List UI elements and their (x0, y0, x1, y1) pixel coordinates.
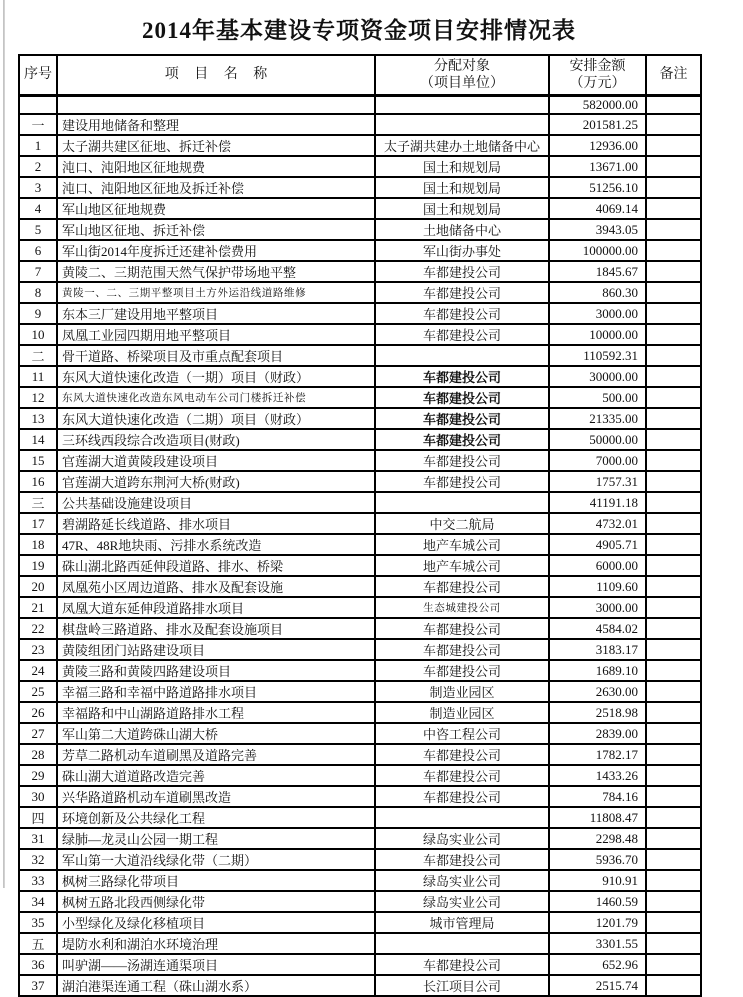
table-row (19, 114, 701, 135)
header-row (19, 55, 701, 96)
remarks-cell (646, 933, 701, 954)
table-row (19, 240, 701, 261)
serial-number-cell: 33 (19, 870, 57, 891)
serial-number-cell: 10 (19, 324, 57, 345)
remarks-cell (646, 387, 701, 408)
serial-number-cell: 26 (19, 702, 57, 723)
serial-number-cell: 17 (19, 513, 57, 534)
table-row (19, 366, 701, 387)
remarks-cell (646, 807, 701, 828)
table-row (19, 954, 701, 975)
header-allocation-line1: 分配对象 (434, 58, 490, 74)
table-row (19, 135, 701, 156)
remarks-cell (646, 114, 701, 135)
table-row (19, 324, 701, 345)
allocation-cell: 车都建投公司 (375, 261, 549, 282)
table-row (19, 786, 701, 807)
project-name-cell: 硃山湖北路西延伸段道路、排水、桥梁 (57, 555, 375, 576)
serial-number-cell: 13 (19, 408, 57, 429)
table-row (19, 765, 701, 786)
header-arranged-amount (549, 55, 646, 96)
table-row (19, 492, 701, 513)
header-allocation-line2: （项目单位） (420, 76, 504, 91)
project-name-cell: 兴华路道路机动车道刷黑改造 (57, 786, 375, 807)
project-name-cell: 东本三厂建设用地平整项目 (57, 303, 375, 324)
allocation-cell (375, 492, 549, 513)
allocation-cell: 生态城建投公司 (375, 597, 549, 618)
amount-cell: 1201.79 (549, 912, 646, 933)
project-name-cell: 东风大道快速化改造（一期）项目（财政） (57, 366, 375, 387)
project-name-cell: 黄陵组团门站路建设项目 (57, 639, 375, 660)
serial-number-cell: 23 (19, 639, 57, 660)
table-row (19, 849, 701, 870)
serial-number-cell: 6 (19, 240, 57, 261)
table-row (19, 513, 701, 534)
allocation-cell: 绿岛实业公司 (375, 828, 549, 849)
serial-number-cell: 22 (19, 618, 57, 639)
project-name-cell: 军山地区征地规费 (57, 198, 375, 219)
amount-cell: 3000.00 (549, 303, 646, 324)
remarks-cell (646, 576, 701, 597)
allocation-cell: 太子湖共建办土地储备中心 (375, 135, 549, 156)
remarks-cell (646, 429, 701, 450)
amount-cell: 910.91 (549, 870, 646, 891)
table-row (19, 807, 701, 828)
remarks-cell (646, 765, 701, 786)
remarks-cell (646, 828, 701, 849)
allocation-cell: 地产车城公司 (375, 555, 549, 576)
project-name-cell: 三环线西段综合改造项目(财政) (57, 429, 375, 450)
project-name-cell: 沌口、沌阳地区征地规费 (57, 156, 375, 177)
project-name-cell: 堤防水利和湖泊水环境治理 (57, 933, 375, 954)
allocation-cell: 中咨工程公司 (375, 723, 549, 744)
table-row (19, 177, 701, 198)
table-row (19, 555, 701, 576)
allocation-cell (375, 96, 549, 115)
serial-number-cell: 36 (19, 954, 57, 975)
remarks-cell (646, 870, 701, 891)
remarks-cell (646, 639, 701, 660)
allocation-cell: 绿岛实业公司 (375, 891, 549, 912)
amount-cell: 41191.18 (549, 492, 646, 513)
table-row (19, 387, 701, 408)
serial-number-cell: 24 (19, 660, 57, 681)
serial-number-cell: 29 (19, 765, 57, 786)
table-row (19, 534, 701, 555)
amount-cell: 4584.02 (549, 618, 646, 639)
project-name-cell: 军山第一大道沿线绿化带（二期） (57, 849, 375, 870)
remarks-cell (646, 156, 701, 177)
allocation-cell: 车都建投公司 (375, 576, 549, 597)
amount-cell: 1109.60 (549, 576, 646, 597)
table-header (19, 55, 701, 96)
project-name-cell: 凤凰大道东延伸段道路排水项目 (57, 597, 375, 618)
project-name-cell: 官莲湖大道黄陵段建设项目 (57, 450, 375, 471)
remarks-cell (646, 471, 701, 492)
project-name-cell: 东风大道快速化改造东风电动车公司门楼拆迁补偿 (57, 387, 375, 408)
amount-cell: 30000.00 (549, 366, 646, 387)
project-name-cell: 叫驴湖——汤湖连通渠项目 (57, 954, 375, 975)
remarks-cell (646, 492, 701, 513)
amount-cell: 6000.00 (549, 555, 646, 576)
serial-number-cell: 16 (19, 471, 57, 492)
amount-cell: 3183.17 (549, 639, 646, 660)
allocation-cell: 车都建投公司 (375, 660, 549, 681)
project-name-cell: 棋盘岭三路道路、排水及配套设施项目 (57, 618, 375, 639)
table-row (19, 891, 701, 912)
project-name-cell: 硃山湖大道道路改造完善 (57, 765, 375, 786)
serial-number-cell: 32 (19, 849, 57, 870)
serial-number-cell: 1 (19, 135, 57, 156)
project-name-cell: 碧湖路延长线道路、排水项目 (57, 513, 375, 534)
amount-cell: 1845.67 (549, 261, 646, 282)
header-allocation-target (375, 55, 549, 96)
scan-edge-shadow (3, 0, 5, 888)
allocation-cell: 国土和规划局 (375, 198, 549, 219)
serial-number-cell: 34 (19, 891, 57, 912)
remarks-cell (646, 954, 701, 975)
amount-cell: 652.96 (549, 954, 646, 975)
table-row (19, 576, 701, 597)
project-name-cell: 公共基础设施建设项目 (57, 492, 375, 513)
table-row (19, 744, 701, 765)
serial-number-cell: 12 (19, 387, 57, 408)
serial-number-cell: 二 (19, 345, 57, 366)
table-row (19, 828, 701, 849)
serial-number-cell: 15 (19, 450, 57, 471)
amount-cell: 2839.00 (549, 723, 646, 744)
remarks-cell (646, 135, 701, 156)
remarks-cell (646, 744, 701, 765)
remarks-cell (646, 975, 701, 996)
project-name-cell: 枫树三路绿化带项目 (57, 870, 375, 891)
project-name-cell: 芳草二路机动车道刷黑及道路完善 (57, 744, 375, 765)
project-name-cell: 官莲湖大道跨东荆河大桥(财政) (57, 471, 375, 492)
header-serial-number: 序号 (19, 55, 57, 96)
allocation-cell: 车都建投公司 (375, 408, 549, 429)
remarks-cell (646, 303, 701, 324)
remarks-cell (646, 702, 701, 723)
project-name-cell: 军山街2014年度拆迁还建补偿费用 (57, 240, 375, 261)
project-name-cell: 太子湖共建区征地、拆迁补偿 (57, 135, 375, 156)
remarks-cell (646, 786, 701, 807)
remarks-cell (646, 261, 701, 282)
project-name-cell: 黄陵二、三期范围天然气保护带场地平整 (57, 261, 375, 282)
amount-cell: 7000.00 (549, 450, 646, 471)
table-row (19, 261, 701, 282)
allocation-cell (375, 345, 549, 366)
remarks-cell (646, 345, 701, 366)
amount-cell: 3000.00 (549, 597, 646, 618)
allocation-cell: 中交二航局 (375, 513, 549, 534)
project-name-cell: 骨干道路、桥梁项目及市重点配套项目 (57, 345, 375, 366)
table-row (19, 471, 701, 492)
amount-cell: 21335.00 (549, 408, 646, 429)
amount-cell: 2298.48 (549, 828, 646, 849)
serial-number-cell: 19 (19, 555, 57, 576)
remarks-cell (646, 513, 701, 534)
serial-number-cell: 7 (19, 261, 57, 282)
amount-cell: 784.16 (549, 786, 646, 807)
serial-number-cell: 2 (19, 156, 57, 177)
project-name-cell: 幸福路和中山湖路道路排水工程 (57, 702, 375, 723)
serial-number-cell: 8 (19, 282, 57, 303)
serial-number-cell: 4 (19, 198, 57, 219)
allocation-cell: 国土和规划局 (375, 177, 549, 198)
table-row (19, 681, 701, 702)
allocation-cell: 绿岛实业公司 (375, 870, 549, 891)
table-row (19, 870, 701, 891)
amount-cell: 12936.00 (549, 135, 646, 156)
serial-number-cell: 14 (19, 429, 57, 450)
table-row (19, 702, 701, 723)
page-title: 2014年基本建设专项资金项目安排情况表 (142, 18, 576, 43)
serial-number-cell: 27 (19, 723, 57, 744)
serial-number-cell: 28 (19, 744, 57, 765)
allocation-cell: 车都建投公司 (375, 618, 549, 639)
project-name-cell: 军山地区征地、拆迁补偿 (57, 219, 375, 240)
project-name-cell: 湖泊港渠连通工程（硃山湖水系） (57, 975, 375, 996)
allocation-cell: 长江项目公司 (375, 975, 549, 996)
serial-number-cell: 20 (19, 576, 57, 597)
amount-cell: 1689.10 (549, 660, 646, 681)
allocation-cell: 车都建投公司 (375, 639, 549, 660)
amount-cell: 582000.00 (549, 96, 646, 115)
remarks-cell (646, 324, 701, 345)
serial-number-cell: 四 (19, 807, 57, 828)
table-row (19, 639, 701, 660)
amount-cell: 1782.17 (549, 744, 646, 765)
table-row (19, 723, 701, 744)
amount-cell: 11808.47 (549, 807, 646, 828)
header-remarks: 备注 (646, 55, 701, 96)
table-row (19, 597, 701, 618)
serial-number-cell: 31 (19, 828, 57, 849)
amount-cell: 100000.00 (549, 240, 646, 261)
remarks-cell (646, 723, 701, 744)
amount-cell: 1460.59 (549, 891, 646, 912)
remarks-cell (646, 282, 701, 303)
serial-number-cell: 一 (19, 114, 57, 135)
amount-cell: 3301.55 (549, 933, 646, 954)
allocation-cell: 车都建投公司 (375, 429, 549, 450)
header-amount-line1: 安排金额 (569, 58, 626, 74)
remarks-cell (646, 555, 701, 576)
allocation-cell: 城市管理局 (375, 912, 549, 933)
allocation-cell (375, 807, 549, 828)
allocation-cell (375, 114, 549, 135)
amount-cell: 500.00 (549, 387, 646, 408)
project-name-cell: 东风大道快速化改造（二期）项目（财政） (57, 408, 375, 429)
serial-number-cell: 11 (19, 366, 57, 387)
project-name-cell: 环境创新及公共绿化工程 (57, 807, 375, 828)
serial-number-cell: 三 (19, 492, 57, 513)
remarks-cell (646, 450, 701, 471)
serial-number-cell: 9 (19, 303, 57, 324)
remarks-cell (646, 177, 701, 198)
table-row (19, 219, 701, 240)
table-row (19, 933, 701, 954)
table-row (19, 198, 701, 219)
amount-cell: 201581.25 (549, 114, 646, 135)
allocation-cell: 制造业园区 (375, 702, 549, 723)
table-row (19, 345, 701, 366)
header-project-name: 项 目 名 称 (57, 55, 375, 96)
table-row (19, 156, 701, 177)
remarks-cell (646, 408, 701, 429)
project-name-cell: 幸福三路和幸福中路道路排水项目 (57, 681, 375, 702)
serial-number-cell: 3 (19, 177, 57, 198)
amount-cell: 50000.00 (549, 429, 646, 450)
serial-number-cell: 30 (19, 786, 57, 807)
project-name-cell: 凤凰工业园四期用地平整项目 (57, 324, 375, 345)
amount-cell: 4069.14 (549, 198, 646, 219)
amount-cell: 51256.10 (549, 177, 646, 198)
amount-cell: 13671.00 (549, 156, 646, 177)
allocation-cell: 车都建投公司 (375, 471, 549, 492)
project-name-cell: 黄陵一、二、三期平整项目土方外运沿线道路维修 (57, 282, 375, 303)
allocation-cell: 车都建投公司 (375, 450, 549, 471)
remarks-cell (646, 660, 701, 681)
remarks-cell (646, 912, 701, 933)
amount-cell: 1433.26 (549, 765, 646, 786)
allocation-cell: 车都建投公司 (375, 387, 549, 408)
serial-number-cell (19, 96, 57, 115)
table-row (19, 429, 701, 450)
remarks-cell (646, 849, 701, 870)
serial-number-cell: 五 (19, 933, 57, 954)
project-name-cell: 小型绿化及绿化移植项目 (57, 912, 375, 933)
serial-number-cell: 18 (19, 534, 57, 555)
budget-table (18, 54, 702, 997)
table-row (19, 660, 701, 681)
serial-number-cell: 21 (19, 597, 57, 618)
allocation-cell: 车都建投公司 (375, 849, 549, 870)
allocation-cell: 国土和规划局 (375, 156, 549, 177)
project-name-cell: 黄陵三路和黄陵四路建设项目 (57, 660, 375, 681)
project-name-cell: 绿肺—龙灵山公园一期工程 (57, 828, 375, 849)
amount-cell: 1757.31 (549, 471, 646, 492)
table-row (19, 975, 701, 996)
amount-cell: 10000.00 (549, 324, 646, 345)
amount-cell: 4732.01 (549, 513, 646, 534)
allocation-cell: 制造业园区 (375, 681, 549, 702)
remarks-cell (646, 597, 701, 618)
project-name-cell: 建设用地储备和整理 (57, 114, 375, 135)
allocation-cell: 车都建投公司 (375, 282, 549, 303)
table-row (19, 450, 701, 471)
remarks-cell (646, 198, 701, 219)
project-name-cell: 沌口、沌阳地区征地及拆迁补偿 (57, 177, 375, 198)
project-name-cell: 军山第二大道跨硃山湖大桥 (57, 723, 375, 744)
table-row (19, 618, 701, 639)
amount-cell: 2518.98 (549, 702, 646, 723)
amount-cell: 2630.00 (549, 681, 646, 702)
amount-cell: 110592.31 (549, 345, 646, 366)
allocation-cell: 车都建投公司 (375, 786, 549, 807)
project-name-cell: 凤凰苑小区周边道路、排水及配套设施 (57, 576, 375, 597)
remarks-cell (646, 534, 701, 555)
allocation-cell: 车都建投公司 (375, 366, 549, 387)
table-row (19, 96, 701, 115)
table-body (19, 96, 701, 997)
allocation-cell: 车都建投公司 (375, 324, 549, 345)
table-row (19, 408, 701, 429)
serial-number-cell: 25 (19, 681, 57, 702)
remarks-cell (646, 219, 701, 240)
project-name-cell (57, 96, 375, 115)
remarks-cell (646, 681, 701, 702)
allocation-cell: 车都建投公司 (375, 954, 549, 975)
allocation-cell: 土地储备中心 (375, 219, 549, 240)
table-row (19, 282, 701, 303)
allocation-cell: 军山街办事处 (375, 240, 549, 261)
allocation-cell: 地产车城公司 (375, 534, 549, 555)
amount-cell: 860.30 (549, 282, 646, 303)
remarks-cell (646, 366, 701, 387)
amount-cell: 3943.05 (549, 219, 646, 240)
serial-number-cell: 5 (19, 219, 57, 240)
table-row (19, 303, 701, 324)
allocation-cell: 车都建投公司 (375, 744, 549, 765)
serial-number-cell: 37 (19, 975, 57, 996)
table-row (19, 912, 701, 933)
header-amount-line2: （万元） (569, 76, 626, 91)
allocation-cell: 车都建投公司 (375, 303, 549, 324)
amount-cell: 5936.70 (549, 849, 646, 870)
project-name-cell: 枫树五路北段西侧绿化带 (57, 891, 375, 912)
allocation-cell: 车都建投公司 (375, 765, 549, 786)
project-name-cell: 47R、48R地块雨、污排水系统改造 (57, 534, 375, 555)
remarks-cell (646, 96, 701, 115)
remarks-cell (646, 240, 701, 261)
allocation-cell (375, 933, 549, 954)
remarks-cell (646, 618, 701, 639)
remarks-cell (646, 891, 701, 912)
amount-cell: 4905.71 (549, 534, 646, 555)
serial-number-cell: 35 (19, 912, 57, 933)
amount-cell: 2515.74 (549, 975, 646, 996)
